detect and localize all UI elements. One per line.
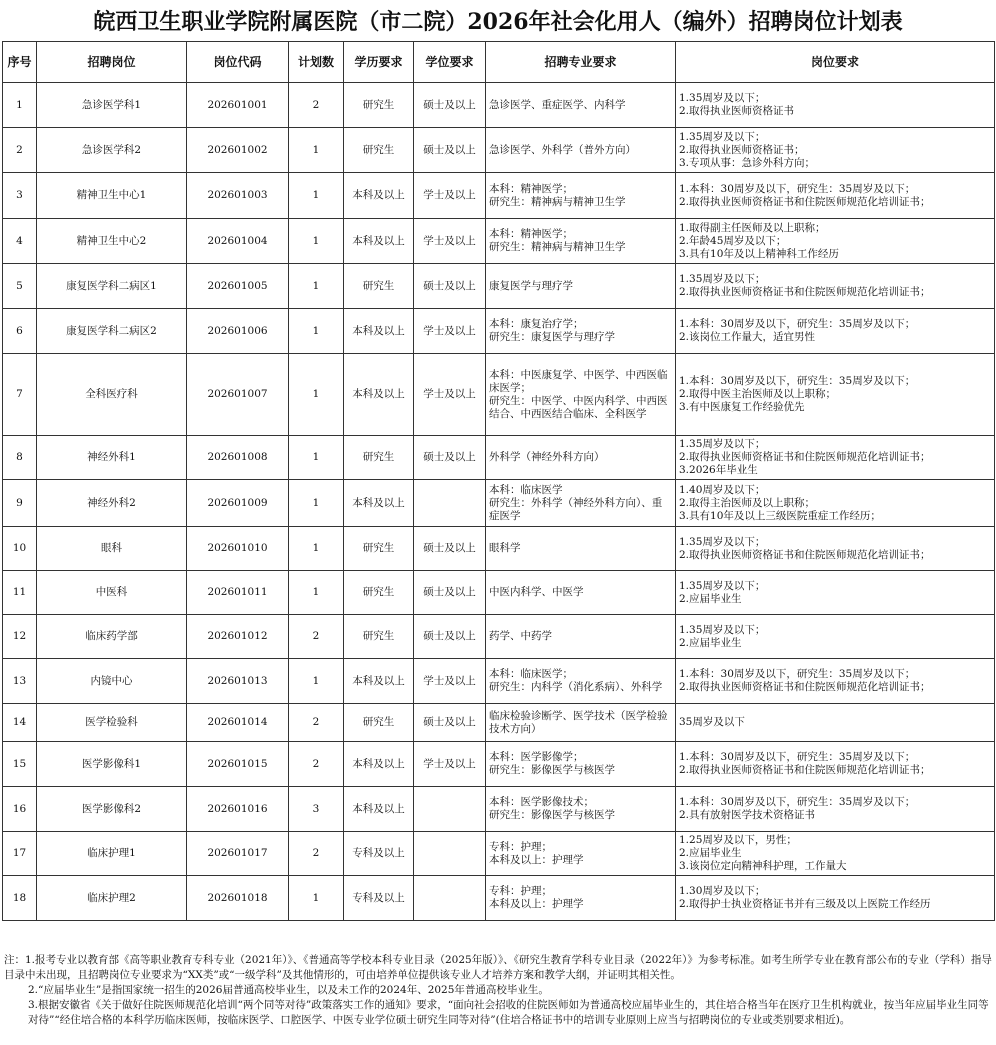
requirement-line: 3.有中医康复工作经验优先 — [679, 401, 805, 413]
requirement-line: 1.35周岁及以下； — [679, 579, 766, 592]
cell-post: 内镜中心 — [37, 659, 187, 704]
cell-count: 1 — [289, 309, 344, 354]
cell-no: 7 — [3, 354, 37, 436]
cell-requirements — [676, 128, 995, 173]
major-line: 研究生：影像医学与核医学 — [489, 809, 615, 821]
major-line: 研究生：精神病与精神卫生学 — [489, 241, 626, 253]
major-line: 康复医学与理疗学 — [489, 279, 573, 292]
cell-education: 研究生 — [344, 264, 414, 309]
cell-post: 急诊医学科2 — [37, 128, 187, 173]
requirement-line: 2.取得护士执业资格证书并有三级及以上医院工作经历 — [679, 898, 931, 910]
cell-no: 12 — [3, 615, 37, 659]
cell-requirements — [676, 309, 995, 354]
requirement-line: 2.应届毕业生 — [679, 847, 742, 859]
cell-count: 3 — [289, 787, 344, 832]
cell-no: 6 — [3, 309, 37, 354]
cell-count: 1 — [289, 128, 344, 173]
table-row — [3, 264, 995, 309]
cell-no: 4 — [3, 219, 37, 264]
cell-education: 本科及以上 — [344, 219, 414, 264]
cell-count: 1 — [289, 354, 344, 436]
major-line: 研究生：精神病与精神卫生学 — [489, 195, 626, 208]
cell-degree — [414, 787, 486, 832]
cell-major — [486, 615, 676, 659]
table-body — [3, 83, 995, 921]
cell-degree: 学士及以上 — [414, 173, 486, 219]
cell-no: 13 — [3, 659, 37, 704]
cell-post: 精神卫生中心2 — [37, 219, 187, 264]
major-line: 本科：临床医学 — [489, 483, 563, 496]
cell-degree: 硕士及以上 — [414, 128, 486, 173]
requirement-line: 3.2026年毕业生 — [679, 464, 758, 476]
requirement-line: 2.取得主治医师及以上职称； — [679, 496, 816, 509]
cell-degree: 学士及以上 — [414, 742, 486, 787]
requirement-line: 2.应届毕业生 — [679, 592, 742, 605]
requirement-line: 1.取得副主任医师及以上职称； — [679, 221, 826, 234]
requirement-line: 2.取得执业医师资格证书； — [679, 143, 805, 156]
cell-degree: 硕士及以上 — [414, 571, 486, 615]
requirement-line: 2.取得执业医师资格证书和住院医师规范化培训证书； — [679, 681, 931, 693]
cell-education: 研究生 — [344, 83, 414, 128]
cell-post: 临床药学部 — [37, 615, 187, 659]
cell-code: 202601009 — [187, 480, 289, 527]
major-line: 眼科学 — [489, 542, 521, 554]
table-row — [3, 219, 995, 264]
cell-education: 研究生 — [344, 571, 414, 615]
requirement-line: 1.35周岁及以下； — [679, 623, 766, 636]
cell-code: 202601010 — [187, 527, 289, 571]
header-education: 学历要求 — [344, 42, 414, 83]
cell-requirements — [676, 787, 995, 832]
cell-major — [486, 436, 676, 480]
header-major: 招聘专业要求 — [486, 42, 676, 83]
cell-post: 神经外科1 — [37, 436, 187, 480]
major-line: 中医内科学、中医学 — [489, 586, 584, 598]
cell-education: 本科及以上 — [344, 787, 414, 832]
cell-post: 临床护理1 — [37, 832, 187, 876]
table-row — [3, 527, 995, 571]
requirement-line: 2.具有放射医学技术资格证书 — [679, 809, 816, 821]
cell-post: 临床护理2 — [37, 876, 187, 921]
requirement-line: 1.40周岁及以下； — [679, 483, 766, 496]
major-line: 本科：中医康复学、中医学、中西医临床医学； — [489, 368, 668, 394]
cell-degree: 学士及以上 — [414, 219, 486, 264]
cell-code: 202601011 — [187, 571, 289, 615]
cell-no: 14 — [3, 704, 37, 742]
major-line: 本科：精神医学； — [489, 182, 573, 195]
requirement-line: 1.35周岁及以下； — [679, 535, 766, 548]
cell-no: 2 — [3, 128, 37, 173]
requirement-line: 1.本科：30周岁及以下，研究生：35周岁及以下； — [679, 375, 916, 387]
table-row — [3, 173, 995, 219]
cell-requirements — [676, 219, 995, 264]
cell-requirements — [676, 83, 995, 128]
cell-post: 神经外科2 — [37, 480, 187, 527]
cell-code: 202601004 — [187, 219, 289, 264]
cell-no: 10 — [3, 527, 37, 571]
requirement-line: 2.取得执业医师资格证书和住院医师规范化培训证书； — [679, 286, 931, 298]
major-line: 外科学（神经外科方向） — [489, 451, 605, 463]
table-row — [3, 354, 995, 436]
note-2: 2.“应届毕业生”是指国家统一招生的2026届普通高校毕业生，以及未工作的2024年、2025年普通高校毕业生。 — [28, 984, 549, 996]
cell-education: 研究生 — [344, 436, 414, 480]
table-row — [3, 876, 995, 921]
requirement-line: 35周岁及以下 — [679, 716, 745, 728]
cell-code: 202601008 — [187, 436, 289, 480]
major-line: 研究生：康复医学与理疗学 — [489, 331, 615, 343]
cell-requirements — [676, 571, 995, 615]
cell-post: 医学检验科 — [37, 704, 187, 742]
cell-requirements — [676, 615, 995, 659]
cell-code: 202601007 — [187, 354, 289, 436]
major-line: 本科及以上：护理学 — [489, 898, 584, 910]
major-line: 本科及以上：护理学 — [489, 853, 584, 866]
cell-no: 18 — [3, 876, 37, 921]
note-1: 注：1.报考专业以教育部《高等职业教育专科专业（2021年）》、《普通高等学校本科专业目录（2025年版）》、《研究生教育学科专业目录（2022年）》为参考标准。如考生所学专业在教育部公布的专业（学科）指导目录中未出现，且招聘岗位专业要求为“XX类”或“一级学科”及其他情形的，可由培养单位提供该专业人才培养方案和教学大纲，并证明其相关性。 — [4, 954, 992, 981]
cell-major — [486, 742, 676, 787]
cell-education: 本科及以上 — [344, 309, 414, 354]
requirement-line: 2.应届毕业生 — [679, 636, 742, 649]
cell-requirements — [676, 876, 995, 921]
recruitment-table — [2, 41, 995, 921]
header-post: 招聘岗位 — [37, 42, 187, 83]
requirement-line: 1.30周岁及以下； — [679, 885, 766, 897]
table-row — [3, 128, 995, 173]
requirement-line: 2.取得执业医师资格证书 — [679, 105, 795, 117]
header-degree: 学位要求 — [414, 42, 486, 83]
cell-education: 本科及以上 — [344, 480, 414, 527]
cell-post: 医学影像科1 — [37, 742, 187, 787]
cell-requirements — [676, 436, 995, 480]
cell-post: 康复医学科二病区2 — [37, 309, 187, 354]
major-line: 本科：康复治疗学； — [489, 318, 584, 330]
cell-education: 研究生 — [344, 527, 414, 571]
cell-requirements — [676, 173, 995, 219]
requirement-line: 2.该岗位工作量大，适宜男性 — [679, 331, 816, 343]
cell-no: 11 — [3, 571, 37, 615]
cell-major — [486, 219, 676, 264]
cell-code: 202601013 — [187, 659, 289, 704]
cell-count: 1 — [289, 264, 344, 309]
cell-major — [486, 876, 676, 921]
cell-requirements — [676, 354, 995, 436]
cell-major — [486, 480, 676, 527]
major-line: 急诊医学、重症医学、内科学 — [489, 98, 626, 111]
table-header-row — [3, 42, 995, 83]
cell-requirements — [676, 659, 995, 704]
table-row — [3, 742, 995, 787]
cell-degree — [414, 480, 486, 527]
table-row — [3, 832, 995, 876]
major-line: 研究生：中医学、中医内科学、中西医结合、中西医结合临床、全科医学 — [489, 394, 668, 420]
cell-education: 研究生 — [344, 128, 414, 173]
cell-degree: 学士及以上 — [414, 354, 486, 436]
cell-major — [486, 309, 676, 354]
major-line: 本科：医学影像技术； — [489, 796, 594, 808]
cell-major — [486, 659, 676, 704]
note-3: 3.根据安徽省《关于做好住院医师规范化培训“两个同等对待”政策落实工作的通知》要求，“面向社会招收的住院医师如为普通高校应届毕业生的，其住培合格当年在医疗卫生机构就业，按当年应届毕业生同等对待”“经住培合格的本科学历临床医师，按临床医学、口腔医学、中医专业学位硕士研究生同等对待”(住培合格证书中的培训专业原则上应当与招聘岗位的专业或类别要求相近)。 — [28, 999, 989, 1026]
cell-no: 9 — [3, 480, 37, 527]
cell-major — [486, 128, 676, 173]
cell-code: 202601012 — [187, 615, 289, 659]
cell-no: 17 — [3, 832, 37, 876]
requirement-line: 3.具有10年及以上三级医院重症工作经历； — [679, 509, 881, 522]
footnotes — [4, 953, 992, 1028]
requirement-line: 2.取得执业医师资格证书和住院医师规范化培训证书； — [679, 195, 931, 208]
requirement-line: 1.35周岁及以下； — [679, 130, 766, 143]
table-row — [3, 83, 995, 128]
table-row — [3, 571, 995, 615]
cell-code: 202601017 — [187, 832, 289, 876]
major-line: 专科：护理； — [489, 840, 552, 853]
cell-no: 1 — [3, 83, 37, 128]
cell-code: 202601016 — [187, 787, 289, 832]
requirement-line: 2.取得执业医师资格证书和住院医师规范化培训证书； — [679, 548, 931, 561]
requirement-line: 2.取得执业医师资格证书和住院医师规范化培训证书； — [679, 451, 931, 463]
cell-no: 3 — [3, 173, 37, 219]
header-count: 计划数 — [289, 42, 344, 83]
cell-no: 15 — [3, 742, 37, 787]
cell-code: 202601015 — [187, 742, 289, 787]
cell-degree: 硕士及以上 — [414, 264, 486, 309]
cell-degree: 硕士及以上 — [414, 436, 486, 480]
cell-post: 急诊医学科1 — [37, 83, 187, 128]
cell-education: 研究生 — [344, 615, 414, 659]
requirement-line: 1.25周岁及以下，男性； — [679, 834, 797, 846]
requirement-line: 1.本科：30周岁及以下，研究生：35周岁及以下； — [679, 668, 916, 680]
cell-degree: 硕士及以上 — [414, 704, 486, 742]
cell-major — [486, 173, 676, 219]
cell-degree: 硕士及以上 — [414, 83, 486, 128]
cell-education: 本科及以上 — [344, 659, 414, 704]
cell-post: 全科医疗科 — [37, 354, 187, 436]
cell-count: 2 — [289, 832, 344, 876]
major-line: 本科：精神医学； — [489, 228, 573, 240]
header-no: 序号 — [3, 42, 37, 83]
requirement-line: 2.取得执业医师资格证书和住院医师规范化培训证书； — [679, 764, 931, 776]
requirement-line: 1.本科：30周岁及以下，研究生：35周岁及以下； — [679, 751, 916, 763]
table-row — [3, 704, 995, 742]
cell-requirements — [676, 832, 995, 876]
header-code: 岗位代码 — [187, 42, 289, 83]
cell-code: 202601001 — [187, 83, 289, 128]
requirement-line: 1.本科：30周岁及以下，研究生：35周岁及以下； — [679, 318, 916, 330]
major-line: 研究生：影像医学与核医学 — [489, 764, 615, 776]
cell-education: 本科及以上 — [344, 173, 414, 219]
cell-count: 1 — [289, 876, 344, 921]
cell-degree: 学士及以上 — [414, 309, 486, 354]
cell-major — [486, 787, 676, 832]
cell-code: 202601006 — [187, 309, 289, 354]
major-line: 本科：临床医学； — [489, 668, 573, 680]
requirement-line: 1.35周岁及以下； — [679, 438, 766, 450]
cell-count: 1 — [289, 659, 344, 704]
table-row — [3, 787, 995, 832]
cell-degree: 学士及以上 — [414, 659, 486, 704]
major-line: 临床检验诊断学、医学技术（医学检验技术方向） — [489, 709, 668, 735]
table-row — [3, 615, 995, 659]
cell-requirements — [676, 742, 995, 787]
cell-major — [486, 832, 676, 876]
table-row — [3, 309, 995, 354]
cell-count: 1 — [289, 436, 344, 480]
cell-count: 2 — [289, 742, 344, 787]
cell-code: 202601005 — [187, 264, 289, 309]
requirement-line: 3.专项从事：急诊外科方向； — [679, 156, 816, 169]
cell-major — [486, 527, 676, 571]
cell-count: 2 — [289, 615, 344, 659]
major-line: 药学、中药学 — [489, 630, 552, 642]
cell-count: 1 — [289, 173, 344, 219]
cell-code: 202601018 — [187, 876, 289, 921]
major-line: 专科：护理； — [489, 885, 552, 897]
cell-degree: 硕士及以上 — [414, 527, 486, 571]
cell-code: 202601002 — [187, 128, 289, 173]
cell-education: 专科及以上 — [344, 832, 414, 876]
requirement-line: 1.35周岁及以下； — [679, 92, 766, 104]
cell-count: 1 — [289, 480, 344, 527]
requirement-line: 3.该岗位定向精神科护理，工作量大 — [679, 860, 847, 872]
table-row — [3, 436, 995, 480]
cell-count: 2 — [289, 704, 344, 742]
table-row — [3, 659, 995, 704]
requirement-line: 2.取得中医主治医师及以上职称； — [679, 388, 837, 400]
cell-no: 16 — [3, 787, 37, 832]
major-line: 急诊医学、外科学（普外方向） — [489, 143, 636, 156]
cell-requirements — [676, 480, 995, 527]
cell-post: 眼科 — [37, 527, 187, 571]
header-requirements: 岗位要求 — [676, 42, 995, 83]
page-title: 皖西卫生职业学院附属医院（市二院）2026年社会化用人（编外）招聘岗位计划表 — [93, 9, 903, 35]
major-line: 研究生：内科学（消化系病）、外科学 — [489, 681, 663, 693]
cell-education: 专科及以上 — [344, 876, 414, 921]
table-row — [3, 480, 995, 527]
cell-count: 1 — [289, 527, 344, 571]
major-line: 研究生：外科学（神经外科方向）、重症医学 — [489, 496, 663, 522]
cell-count: 2 — [289, 83, 344, 128]
cell-code: 202601003 — [187, 173, 289, 219]
cell-major — [486, 83, 676, 128]
major-line: 本科：医学影像学； — [489, 751, 584, 763]
cell-education: 研究生 — [344, 704, 414, 742]
cell-degree — [414, 876, 486, 921]
requirement-line: 2.年龄45周岁及以下； — [679, 234, 787, 247]
cell-major — [486, 571, 676, 615]
cell-major — [486, 704, 676, 742]
cell-no: 5 — [3, 264, 37, 309]
cell-requirements — [676, 704, 995, 742]
cell-code: 202601014 — [187, 704, 289, 742]
cell-education: 本科及以上 — [344, 742, 414, 787]
cell-post: 医学影像科2 — [37, 787, 187, 832]
cell-degree — [414, 832, 486, 876]
cell-major — [486, 354, 676, 436]
cell-education: 本科及以上 — [344, 354, 414, 436]
cell-requirements — [676, 264, 995, 309]
requirement-line: 1.35周岁及以下； — [679, 273, 766, 285]
cell-degree: 硕士及以上 — [414, 615, 486, 659]
cell-requirements — [676, 527, 995, 571]
requirement-line: 3.具有10年及以上精神科工作经历 — [679, 247, 839, 260]
requirement-line: 1.本科：30周岁及以下，研究生：35周岁及以下； — [679, 182, 916, 195]
cell-count: 1 — [289, 571, 344, 615]
cell-post: 精神卫生中心1 — [37, 173, 187, 219]
cell-post: 中医科 — [37, 571, 187, 615]
cell-count: 1 — [289, 219, 344, 264]
cell-no: 8 — [3, 436, 37, 480]
cell-major — [486, 264, 676, 309]
cell-post: 康复医学科二病区1 — [37, 264, 187, 309]
requirement-line: 1.本科：30周岁及以下，研究生：35周岁及以下； — [679, 796, 916, 808]
